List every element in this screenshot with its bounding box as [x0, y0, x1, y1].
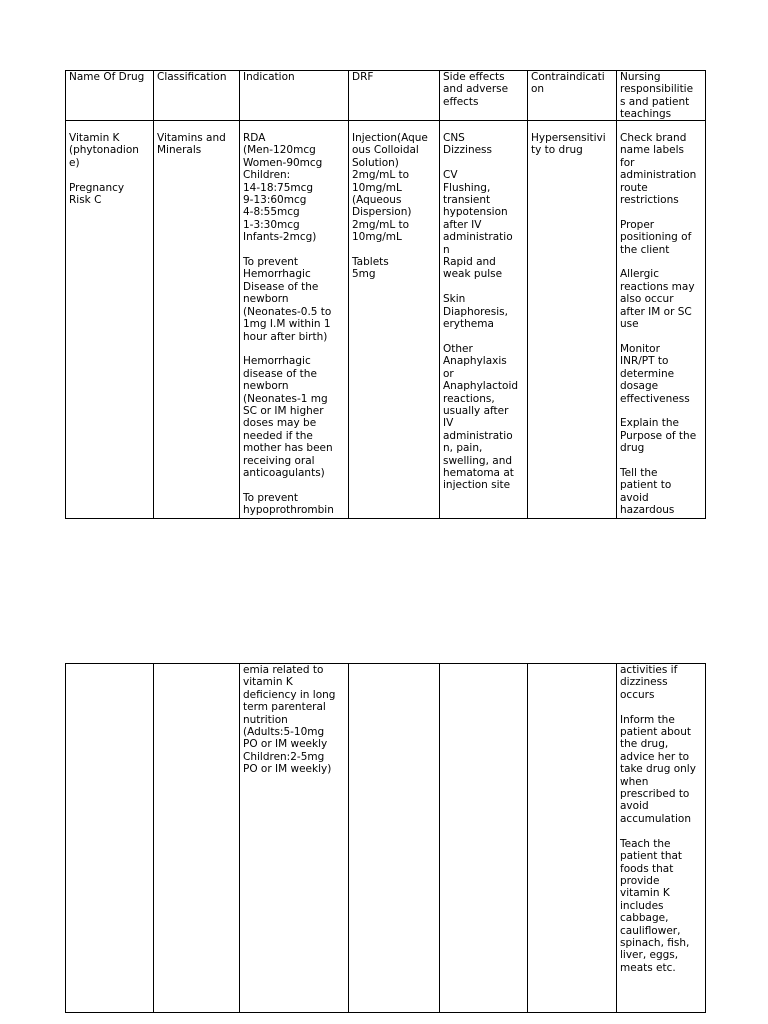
header-indication: Indication [240, 71, 349, 121]
drug-study-table-page-2 [65, 663, 706, 1013]
header-contraindication: Contraindicati on [528, 71, 617, 121]
cell-name-of-drug: Vitamin K (phytonadion e) Pregnancy Risk C [66, 121, 154, 519]
cell-side-effects-continued [440, 664, 528, 1013]
cell-name-of-drug-continued [66, 664, 154, 1013]
header-name-of-drug: Name Of Drug [66, 71, 154, 121]
cell-indication-continued: emia related to vitamin K deficiency in long term parenteral nutrition (Adults:5-10mg PO or IM weekly Children:2-5mg PO or IM weekly) [240, 664, 349, 1013]
cell-drf-continued [349, 664, 440, 1013]
header-side-effects: Side effects and adverse effects [440, 71, 528, 121]
cell-drf: Injection(Aque ous Colloidal Solution) 2mg/mL to 10mg/mL (Aqueous Dispersion) 2mg/mL to 10mg/mL Tablets 5mg [349, 121, 440, 519]
drug-study-table-page-1 [65, 70, 706, 519]
cell-nursing-responsibilities: Check brand name labels for administration route restrictions Proper positioning of the client Allergic reactions may also occur after IM or SC use Monitor INR/PT to determine dosage effectiveness Explain the Purpose of the drug Tell the patient to avoid hazardous [617, 121, 706, 519]
header-nursing-responsibilities: Nursing responsibilitie s and patient teachings [617, 71, 706, 121]
cell-classification: Vitamins and Minerals [154, 121, 240, 519]
header-classification: Classification [154, 71, 240, 121]
cell-classification-continued [154, 664, 240, 1013]
cell-side-effects: CNS Dizziness CV Flushing, transient hypotension after IV administratio n Rapid and weak pulse Skin Diaphoresis, erythema Other Anaphylaxis or Anaphylactoid reactions, usually after IV administratio n, pain, swelling, and hematoma at injection site [440, 121, 528, 519]
cell-contraindication-continued [528, 664, 617, 1013]
cell-indication: RDA (Men-120mcg Women-90mcg Children: 14-18:75mcg 9-13:60mcg 4-8:55mcg 1-3:30mcg Infants-2mcg) To prevent Hemorrhagic Disease of the newborn (Neonates-0.5 to 1mg I.M within 1 hour after birth) Hemorrhagic disease of the newborn (Neonates-1 mg SC or IM higher doses may be needed if the mother has been receiving oral anticoagulants) To prevent hypoprothrombin [240, 121, 349, 519]
cell-nursing-responsibilities-continued: activities if dizziness occurs Inform the patient about the drug, advice her to take drug only when prescribed to avoid accumulation Teach the patient that foods that provide vitamin K includes cabbage, cauliflower, spinach, fish, liver, eggs, meats etc. [617, 664, 706, 1013]
cell-contraindication: Hypersensitivi ty to drug [528, 121, 617, 519]
header-drf: DRF [349, 71, 440, 121]
